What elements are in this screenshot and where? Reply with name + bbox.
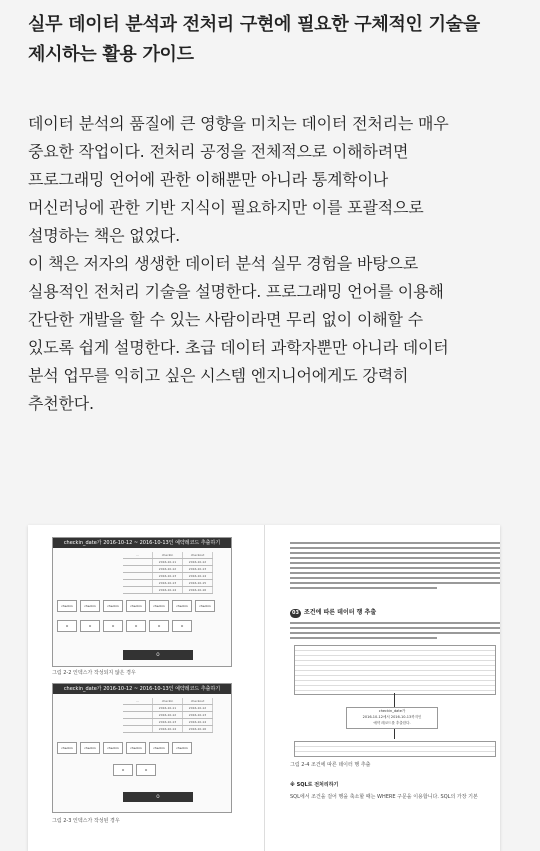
mini-table: ... checkin checkout 2016-10-11 2016-10-12 2016-10-12 2016-10-13 2016-10-13 2016-10-14 2016-10-14 2016-10-16 (123, 698, 213, 733)
note-line: checkin_date가 (378, 709, 406, 713)
paragraph-1 (28, 110, 518, 250)
source-table (294, 645, 496, 695)
left-page (38, 533, 262, 851)
body-line: 분석 업무를 익히고 싶은 시스템 엔지니어에게도 강력히 (28, 366, 409, 385)
book-page-preview (28, 525, 500, 851)
result-table (294, 741, 496, 757)
body-line: 중요한 작업이다. 전처리 공정을 전체적으로 이해하려면 (28, 142, 409, 161)
body-line: 데이터 분석의 품질에 큰 영향을 미치는 데이터 전처리는 매우 (28, 114, 449, 133)
body-line: 설명하는 책은 없었다. (28, 226, 180, 245)
body-line: SQL에서 조건을 걸어 행을 축소할 때는 WHERE 구문을 이용합니다. SQL의 가장 기본 (290, 794, 478, 800)
subheading: ※ SQL로 전처리하기 (290, 782, 339, 788)
figure-caption: 그림 2-2 인덱스가 작성되지 않은 경우 (52, 670, 136, 676)
body-line: 있도록 쉽게 설명한다. 초급 데이터 과학자뿐만 아니라 데이터 (28, 338, 449, 357)
text-block (290, 539, 500, 592)
note-line: 2016-10-12에서 2016-10-13까지인 (362, 715, 422, 719)
paragraph-2 (28, 250, 518, 418)
section-title: 조건에 따른 데이터 행 추출 (304, 609, 377, 616)
figure-header: checkin_date가 2016-10-12 ~ 2016-10-13인 예약레코드 추출하기 (53, 684, 231, 694)
text-block (290, 619, 500, 642)
result-boxes: O O O O O O (57, 620, 192, 632)
index-boxes: checkin checkin checkin checkin checkin checkin (57, 742, 192, 754)
section-heading (290, 607, 376, 618)
body-line: 프로그래밍 언어에 관한 이해뿐만 아니라 통계학이나 (28, 170, 389, 189)
figure-caption: 그림 2-4 조건에 따른 데이터 행 추출 (290, 762, 371, 768)
title-line: 실무 데이터 분석과 전처리 구현에 필요한 구체적인 기술을 (28, 14, 480, 35)
mini-table: ... checkin checkout 2016-10-11 2016-10-12 2016-10-12 2016-10-13 2016-10-13 2016-10-14 2016-10-13 2016-10-15 2016-10-14 2016-10-16 (123, 552, 213, 594)
right-page (286, 533, 500, 851)
note-line: 예약 레코드를 추출한다. (373, 721, 411, 725)
body-line: 간단한 개발을 할 수 있는 사람이라면 무리 없이 이해할 수 (28, 310, 423, 329)
body-line: 실용적인 전처리 기술을 설명한다. 프로그래밍 언어를 이용해 (28, 282, 444, 301)
figure-caption: 그림 2-3 인덱스가 작성된 경우 (52, 818, 120, 824)
body-line: 머신러닝에 관한 기반 지식이 필요하지만 이를 포괄적으로 (28, 198, 424, 217)
section-number: 03 (290, 609, 301, 618)
description-title (28, 10, 518, 70)
result-boxes: O O (113, 764, 156, 776)
arrow (394, 729, 395, 739)
body-line: 이 책은 저자의 생생한 데이터 분석 실무 경험을 바탕으로 (28, 254, 418, 273)
figure-header: checkin_date가 2016-10-12 ~ 2016-10-13인 예약레코드 추출하기 (53, 538, 231, 548)
figure-no-index (52, 537, 232, 667)
result-box: O (123, 650, 193, 660)
check-boxes: checkin checkin checkin checkin checkin checkin checkin (57, 600, 215, 612)
title-line: 제시하는 활용 가이드 (28, 44, 194, 65)
result-box: O (123, 792, 193, 802)
figure-note (346, 707, 438, 729)
description-body (28, 110, 518, 418)
figure-with-index (52, 683, 232, 813)
page-gutter (264, 525, 265, 851)
body-line: 추천한다. (28, 394, 94, 413)
arrow (394, 693, 395, 707)
